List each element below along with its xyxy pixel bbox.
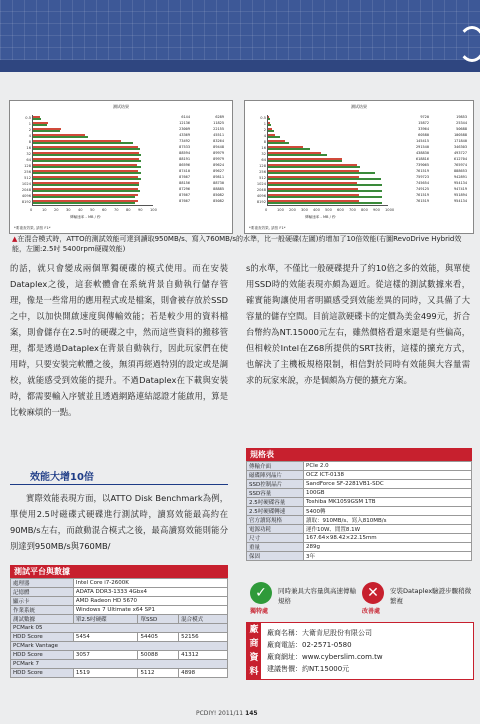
value-cell: 954134 (454, 181, 467, 185)
test-platform-box (10, 565, 228, 678)
bench-name-row (11, 660, 228, 669)
value-cell: 765974 (454, 163, 467, 167)
spec-table (246, 461, 472, 561)
vendor-contact-box (246, 622, 474, 680)
bench-name-row (11, 624, 228, 633)
value-cell: 947419 (454, 187, 467, 191)
value-cell: 493727 (454, 151, 467, 155)
spec-value: 運作10W、閒置8.1W (304, 525, 472, 534)
value-cell: 88594 (179, 151, 190, 155)
bar-read (33, 130, 60, 132)
bar-row-label: 4096 (256, 194, 266, 198)
bench-header-cell: 單SSD (138, 615, 179, 624)
platform-value: Intel Core i7-2600K (73, 579, 227, 588)
bar-read (33, 124, 47, 126)
bar-row (256, 200, 388, 204)
value-cell: 291540 (416, 145, 429, 149)
value-cell: 33964 (418, 127, 429, 131)
bar-read (33, 184, 139, 186)
value-cell: 83264 (213, 139, 224, 143)
value-cell: 89979 (213, 157, 224, 161)
bar-row (256, 182, 388, 186)
bar-row (21, 182, 153, 186)
value-cell: 100588 (454, 133, 467, 137)
value-cell: 951894 (454, 193, 467, 197)
value-cell: 43369 (179, 133, 190, 137)
value-cell: 11825 (213, 121, 224, 125)
value-cell: 89448 (213, 145, 224, 149)
spec-key: 傳輸介面 (247, 462, 304, 471)
axis-tick: 200 (289, 208, 296, 212)
value-cell: 89627 (213, 169, 224, 173)
axis-tick: 400 (313, 208, 320, 212)
body-paragraph-1: 的話，就只會變成兩個單獨硬碟的模式使用。而在安裝Dataplex之後，這套軟體會在系統背景自動執行儲存管理，像是一些常用的應用程式或是檔案，則會被存放於SSD之中，以加快開啟速度與傳輸效能；若是較少用的資料檔案，則會儲存在2.5吋的硬碟之中，然而這些資料的搬移管理，都是透過Dataplex在背景自動執行，因此玩家們在使用時，只要安裝完軟體之後，無須再經過特別的設定或是調校，就能感受到效能的提升。不過Dataplex在下載與安裝時，都需要輸入序號並且透過網路連結認證才能啟用，算是比較麻煩的一點。 (10, 263, 228, 417)
contact-side-label: 廠商資料 (247, 623, 261, 679)
spec-row (247, 543, 472, 552)
spec-key: 2.5吋硬碟容量 (247, 498, 304, 507)
spec-row (247, 507, 472, 516)
value-cell: 12136 (179, 121, 190, 125)
spec-key: SSD容量 (247, 489, 304, 498)
bar-read (268, 166, 360, 168)
bar-row (25, 116, 153, 120)
value-cell: 346303 (454, 145, 467, 149)
value-cell: 87667 (179, 199, 190, 203)
check-icon: ✓ (250, 582, 272, 604)
bar-row (26, 158, 153, 162)
axis-tick: 600 (337, 208, 344, 212)
value-cell: 6144 (181, 115, 190, 119)
bar-row-label: 16 (26, 146, 31, 150)
axis-tick: 0 (265, 208, 268, 212)
axis-tick: 20 (54, 208, 59, 212)
page-footer (196, 710, 258, 717)
figure-title: 测试结果 (351, 104, 367, 109)
bar-row-label: 1024 (21, 182, 31, 186)
value-cell: 87667 (179, 193, 190, 197)
value-cell: 87410 (179, 169, 190, 173)
spec-key: 2.5吋硬碟轉速 (247, 507, 304, 516)
spec-row (247, 471, 472, 480)
pro-label: 獨特處 (250, 608, 269, 615)
spec-value: 讀取：910MB/s、寫入810MB/s (304, 516, 472, 525)
bar-read (268, 172, 375, 174)
bar-row-label: 128 (24, 164, 31, 168)
value-cell: 60580 (418, 133, 429, 137)
bench-cell: HDD Score (11, 651, 74, 660)
bench-cell: 41312 (179, 651, 228, 660)
bar-read (33, 160, 141, 162)
bench-name: PCMark 05 (11, 624, 228, 633)
bench-cell: HDD Score (11, 633, 74, 642)
axis-tick: 100 (277, 208, 284, 212)
figure-title: 测试结果 (113, 104, 129, 109)
bar-read (33, 154, 141, 156)
value-cell: 612704 (454, 157, 467, 161)
values-column-2 (433, 115, 467, 205)
spec-value: 5400轉 (304, 507, 472, 516)
bar-row (28, 140, 153, 144)
value-cell: 171840 (454, 139, 467, 143)
value-cell: 759723 (416, 175, 429, 179)
bench-score-row (11, 669, 228, 678)
bar-read (33, 148, 140, 150)
bar-row-label: 64 (26, 158, 31, 162)
bar-read (268, 190, 382, 192)
spec-row (247, 525, 472, 534)
caption-text: 在混合模式時，ATTO的測試效能可達到讀取950MB/s、寫入760MB/s的水準，比一般硬碟(左圖)約增加了10倍效能(右圖RevoDrive Hybrid效能，左圖:2.5吋 5400rpm硬碟效能) (12, 235, 462, 253)
bar-row (26, 152, 153, 156)
bar-row-label: 0.5 (25, 116, 31, 120)
bar-row (263, 134, 388, 138)
bar-read (33, 118, 41, 120)
value-cell: 88191 (179, 157, 190, 161)
bar-row (259, 170, 388, 174)
body-paragraph-3: s的水準，不僅比一般硬碟提升了約10倍之多的效能，與單使用SSD時的效能表現亦頗為逼近。從這樣的測試數據來看，確實能夠讓使用者明顯感受到效能差異的同時，又具備了大容量的儲存空間。目前這款硬碟卡的定價為美金499元，折合台幣約為NT.15000元左右，雖然價格看還來還是有些偏高，但相較於Intel在Z68所提供的SRT技術，這樣的擴充方式，也解決了主機板規格限制，相信對於同時有效能與大容量需求的玩家來說，亦是個頗為方便的擴充方案。 (246, 263, 470, 385)
spec-row (247, 480, 472, 489)
bar-row (24, 170, 153, 174)
bar-read (33, 202, 135, 204)
bar-row (24, 176, 153, 180)
spec-value: PCIe 2.0 (304, 462, 472, 471)
bar-row-label: 64 (261, 158, 266, 162)
platform-row (11, 579, 228, 588)
platform-box-title: 測試平台與數據 (10, 565, 228, 578)
bar-row-label: 1 (28, 122, 31, 126)
spec-box (246, 448, 472, 561)
bar-read (33, 136, 88, 138)
value-cell: 86596 (179, 163, 190, 167)
bar-row-label: 2 (28, 128, 31, 132)
spec-key: SSD控制晶片 (247, 480, 304, 489)
bar-row-label: 8 (263, 140, 266, 144)
bar-area (256, 115, 388, 206)
value-cell: 23009 (179, 127, 190, 131)
figure-footer: *要複查效果, 請按 F1* (14, 226, 51, 230)
value-cell: 761519 (416, 199, 429, 203)
contact-row: 廠商名稱：大衛肯尼股份有限公司 (267, 629, 372, 637)
bar-row-label: 2048 (256, 188, 266, 192)
value-cell: 6289 (215, 115, 224, 119)
body-paragraph-2: 實際效能表現方面，以ATTO Disk Benchmark為例，單使用2.5吋磁碟式硬碟進行測試時，讀寫效能最高約在90MB/s左右，而啟動混合模式之後，最高讀寫效能則能分別達到950MB/s與760MB/ (10, 493, 228, 551)
bench-score-row (11, 651, 228, 660)
spec-row (247, 516, 472, 525)
bar-read (268, 178, 381, 180)
spec-key: 重量 (247, 543, 304, 552)
bench-cell: 5454 (73, 633, 138, 642)
platform-key: 記憶體 (11, 588, 74, 597)
contact-rows (267, 627, 467, 675)
axis-tick: 70 (114, 208, 119, 212)
value-cell: 89811 (213, 175, 224, 179)
bar-read (268, 196, 382, 198)
bench-header-row (11, 615, 228, 624)
bar-read (33, 190, 140, 192)
spec-value: OCZ ICT-0138 (304, 471, 472, 480)
spec-row (247, 534, 472, 543)
axis-tick: 0 (30, 208, 33, 212)
bench-cell: 3057 (73, 651, 138, 660)
value-cell: 761519 (416, 193, 429, 197)
axis-tick: 60 (102, 208, 107, 212)
platform-key: 作業系統 (11, 606, 74, 615)
bar-read (268, 118, 270, 120)
spec-key: 磁碟陣列晶片 (247, 471, 304, 480)
axis-tick: 700 (349, 208, 356, 212)
spec-value: 3年 (304, 552, 472, 561)
bench-header-cell: 單2.5吋硬碟 (73, 615, 138, 624)
value-cell: 87667 (179, 175, 190, 179)
verdict-pro (250, 582, 360, 618)
bar-read (33, 178, 141, 180)
value-cell: 9720 (420, 115, 429, 119)
bar-row (261, 146, 388, 150)
section-title: 效能大增10倍 (30, 472, 94, 483)
spec-box-title: 規格表 (246, 448, 472, 461)
cross-icon: ✕ (362, 582, 384, 604)
verdict-con (362, 582, 474, 618)
value-cell: 739065 (416, 163, 429, 167)
bench-name: PCMark Vantage (11, 642, 228, 651)
bar-read (33, 166, 141, 168)
value-cell: 88730 (213, 181, 224, 185)
platform-row (11, 597, 228, 606)
benchmark-figure-left (9, 100, 233, 234)
bar-read (268, 154, 327, 156)
bar-row (28, 134, 153, 138)
bar-read (268, 136, 280, 138)
value-cell: 749125 (416, 187, 429, 191)
spec-row (247, 489, 472, 498)
bar-row (259, 164, 388, 168)
benchmark-figure-right (244, 100, 474, 234)
bench-name: PCMark 7 (11, 660, 228, 669)
caption-marker: ▲ (12, 235, 18, 243)
header-arc-graphic (458, 26, 480, 62)
figure-footer: *要複查效果, 請按 F1* (249, 226, 286, 230)
value-cell: 954134 (454, 199, 467, 203)
axis-tick: 80 (126, 208, 131, 212)
values-column-1 (395, 115, 429, 205)
con-text: 安裝Dataplex驗證步驟稍微繁複 (390, 587, 472, 605)
platform-value: AMD Radeon HD 5670 (73, 597, 227, 606)
axis-label: 傳輸速率 - MB / 秒 (70, 215, 101, 219)
value-cell: 145415 (416, 139, 429, 143)
contact-row: 廠商網址：www.cyberslim.com.tw (267, 653, 383, 661)
bar-read (33, 172, 141, 174)
value-cell: 87533 (179, 145, 190, 149)
value-cell: 45511 (213, 133, 224, 137)
value-cell: 89624 (213, 163, 224, 167)
platform-table (10, 578, 228, 678)
bar-row (256, 188, 388, 192)
value-cell: 89979 (213, 151, 224, 155)
bar-row (28, 128, 153, 132)
bar-read (268, 148, 310, 150)
section-divider (10, 484, 228, 485)
magazine-name: PCDIY! (196, 710, 217, 717)
bench-cell: 52156 (179, 633, 228, 642)
bar-row (263, 128, 388, 132)
spec-value: 289g (304, 543, 472, 552)
axis-tick: 900 (373, 208, 380, 212)
bench-cell: HDD Score (11, 669, 74, 678)
axis-tick: 90 (138, 208, 143, 212)
bench-cell: 1519 (73, 669, 138, 678)
contact-row: 建議售價：約NT.15000元 (267, 665, 350, 673)
bar-row-label: 1024 (256, 182, 266, 186)
bar-row-label: 32 (261, 152, 266, 156)
axis-tick: 100 (150, 208, 157, 212)
value-cell: 22155 (213, 127, 224, 131)
platform-key: 顯示卡 (11, 597, 74, 606)
bench-cell: 4898 (179, 669, 228, 678)
figure-caption (12, 234, 472, 254)
spec-value: 167.64×98.42×22.15mm (304, 534, 472, 543)
value-cell: 88885 (213, 187, 224, 191)
spec-key: 尺寸 (247, 534, 304, 543)
bench-score-row (11, 633, 228, 642)
spec-key: 保固 (247, 552, 304, 561)
spec-value: SandForce SF-2281VB1-SDC (304, 480, 472, 489)
bar-read (268, 130, 274, 132)
value-cell: 618816 (416, 157, 429, 161)
value-cell: 88156 (179, 181, 190, 185)
value-cell: 438830 (416, 151, 429, 155)
bar-row-label: 4 (28, 134, 31, 138)
bench-header-cell: 測試數據 (11, 615, 74, 624)
con-label: 改善處 (362, 608, 381, 615)
bench-header-cell: 混合模式 (179, 615, 228, 624)
bar-read (268, 184, 382, 186)
value-cell: 73492 (179, 139, 190, 143)
bar-row-label: 2 (263, 128, 266, 132)
bar-row (261, 152, 388, 156)
bar-row-label: 4 (263, 134, 266, 138)
axis-tick: 800 (361, 208, 368, 212)
spec-value: 100GB (304, 489, 472, 498)
issue: 2011/11 (218, 710, 244, 717)
bar-row-label: 16 (261, 146, 266, 150)
axis-tick: 10 (42, 208, 47, 212)
axis-tick: 500 (325, 208, 332, 212)
values-column-2 (194, 115, 224, 205)
bar-row-label: 128 (259, 164, 266, 168)
values-column-1 (160, 115, 190, 205)
spec-key: 電源功耗 (247, 525, 304, 534)
bar-row-label: 4096 (21, 194, 31, 198)
bar-row-label: 256 (259, 170, 266, 174)
platform-row (11, 588, 228, 597)
value-cell: 888653 (454, 169, 467, 173)
bench-cell: 54405 (138, 633, 179, 642)
bar-row-label: 256 (24, 170, 31, 174)
value-cell: 15872 (418, 121, 429, 125)
value-cell: 87296 (179, 187, 190, 191)
bar-row (21, 188, 153, 192)
bar-read (268, 202, 382, 204)
value-cell: 745654 (416, 181, 429, 185)
bar-read (33, 196, 135, 198)
axis-tick: 1000 (385, 208, 395, 212)
bar-row-label: 512 (259, 176, 266, 180)
bar-row-label: 8 (28, 140, 31, 144)
axis-tick: 50 (90, 208, 95, 212)
bar-row-label: 0.5 (260, 116, 266, 120)
bar-row (259, 176, 388, 180)
pro-text: 同時兼具大容量與高速傳輸規格 (278, 587, 356, 605)
spec-row (247, 552, 472, 561)
value-cell: 50688 (456, 127, 467, 131)
bar-row (21, 194, 153, 198)
header-stripe (0, 60, 480, 72)
page-number: 145 (245, 710, 258, 717)
bar-row (26, 146, 153, 150)
axis-label: 傳輸速率 - MB / 秒 (305, 215, 336, 219)
contact-row: 廠商電話：02-2571-0580 (267, 641, 352, 649)
bench-cell: 5112 (138, 669, 179, 678)
bar-row-label: 1 (263, 122, 266, 126)
bar-row-label: 8192 (256, 200, 266, 204)
spec-row (247, 462, 472, 471)
bar-row-label: 32 (26, 152, 31, 156)
bar-row (260, 116, 388, 120)
bar-area (21, 115, 153, 206)
bar-row (261, 158, 388, 162)
spec-row (247, 498, 472, 507)
axis-tick: 40 (78, 208, 83, 212)
value-cell: 761519 (416, 169, 429, 173)
platform-key: 處理器 (11, 579, 74, 588)
value-cell: 85082 (213, 193, 224, 197)
value-cell: 85082 (213, 199, 224, 203)
bar-row (256, 194, 388, 198)
bar-row (263, 140, 388, 144)
bar-read (268, 142, 289, 144)
bar-read (268, 160, 342, 162)
value-cell: 19853 (456, 115, 467, 119)
bar-read (268, 124, 271, 126)
bar-row (263, 122, 388, 126)
bar-row (28, 122, 153, 126)
platform-row (11, 606, 228, 615)
value-cell: 25344 (456, 121, 467, 125)
bar-row (24, 164, 153, 168)
platform-value: ADATA DDR3-1333 4Gbx4 (73, 588, 227, 597)
bar-read (33, 142, 133, 144)
bar-row-label: 512 (24, 176, 31, 180)
value-cell: 942891 (454, 175, 467, 179)
bench-name-row (11, 642, 228, 651)
platform-value: Windows 7 Ultimate x64 SP1 (73, 606, 227, 615)
bar-row-label: 2048 (21, 188, 31, 192)
spec-key: 官方讀寫規格 (247, 516, 304, 525)
spec-value: Toshiba MK1059GSM 1TB (304, 498, 472, 507)
bar-row-label: 8192 (21, 200, 31, 204)
bench-cell: 50088 (138, 651, 179, 660)
axis-tick: 300 (301, 208, 308, 212)
bar-row (21, 200, 153, 204)
axis-tick: 30 (66, 208, 71, 212)
